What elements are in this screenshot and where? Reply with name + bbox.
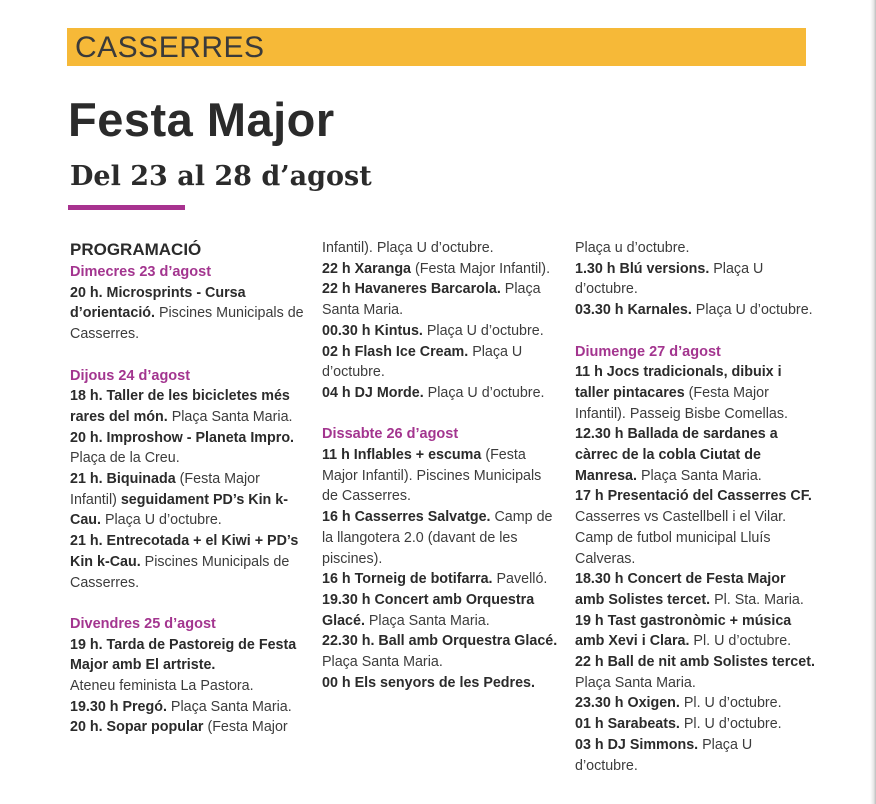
program-column-3	[575, 238, 815, 776]
event-continuation: Infantil). Plaça U d’octubre.	[322, 240, 494, 256]
event-item: 20 h. Improshow - Planeta Impro. Plaça de la Creu.	[70, 429, 295, 467]
day-heading: Dissabte 26 d’agost	[322, 426, 459, 443]
event-item: 19 h Tast gastronòmic + música amb Xevi i Clara. Pl. U d’octubre.	[575, 612, 792, 650]
event-item: 16 h Torneig de botifarra. Pavelló.	[322, 571, 548, 588]
program-column-1	[70, 238, 308, 738]
event-item: 20 h. Sopar popular (Festa Major	[70, 719, 288, 736]
page-edge	[870, 0, 876, 804]
event-item: 23.30 h Oxigen. Pl. U d’octubre.	[575, 695, 782, 712]
day-heading: Dimecres 23 d’agost	[70, 264, 212, 280]
day-heading: Divendres 25 d’agost	[70, 615, 216, 632]
event-item: 03 h DJ Simmons. Plaça U d’octubre.	[575, 736, 753, 774]
event-item: 19.30 h Concert amb Orquestra Glacé. Plaça Santa Maria.	[322, 591, 535, 629]
section-title: PROGRAMACIÓ	[70, 240, 202, 259]
town-name: CASSERRES	[75, 31, 265, 64]
event-item: 22.30 h. Ball amb Orquestra Glacé. Plaça Santa Maria.	[322, 633, 558, 671]
event-item: 22 h Havaneres Barcarola. Plaça Santa Maria.	[322, 281, 541, 319]
event-item: 11 h Inflables + escuma (Festa Major Infantil). Piscines Municipals de Casserres.	[322, 447, 542, 505]
event-item: 21 h. Entrecotada + el Kiwi + PD’s Kin k-Cau. Piscines Municipals de Casserres.	[70, 533, 299, 591]
event-item: 00 h Els senyors de les Pedres.	[322, 674, 535, 691]
day-heading: Diumenge 27 d’agost	[575, 343, 721, 360]
event-item: 21 h. Biquinada (Festa Major Infantil) seguidament PD’s Kin k-Cau. Plaça U d’octubre.	[70, 471, 288, 529]
event-item: 20 h. Microsprints - Cursa d’orientació. Piscines Municipals de Casserres.	[70, 284, 304, 343]
day-heading: Dijous 24 d’agost	[70, 367, 191, 384]
title-underline	[68, 205, 185, 210]
date-range: Del 23 al 28 d’agost	[70, 161, 372, 192]
event-item: 1.30 h Blú versions. Plaça U d’octubre.	[575, 260, 764, 298]
event-item: 03.30 h Karnales. Plaça U d’octubre.	[575, 302, 813, 319]
event-item: 02 h Flash Ice Cream. Plaça U d’octubre.	[322, 343, 523, 381]
town-banner	[67, 28, 806, 66]
program-column-2	[322, 238, 560, 693]
event-item: 16 h Casserres Salvatge. Camp de la llangotera 2.0 (davant de les piscines).	[322, 509, 553, 567]
event-continuation: Plaça u d’octubre.	[575, 240, 690, 256]
event-item: 01 h Sarabeats. Pl. U d’octubre.	[575, 716, 782, 733]
event-item: 11 h Jocs tradicionals, dibuix i taller pintacares (Festa Major Infantil). Passeig Bisbe Comellas.	[575, 364, 788, 422]
page-title: Festa Major	[68, 93, 335, 146]
event-item: 22 h Xaranga (Festa Major Infantil).	[322, 260, 551, 277]
event-item: 18.30 h Concert de Festa Major amb Solistes tercet. Pl. Sta. Maria.	[575, 571, 804, 608]
event-item: 19.30 h Pregó. Plaça Santa Maria.	[70, 698, 292, 715]
event-item: 12.30 h Ballada de sardanes a càrrec de la cobla Ciutat de Manresa. Plaça Santa Maria.	[575, 426, 778, 484]
event-item: 04 h DJ Morde. Plaça U d’octubre.	[322, 384, 545, 401]
event-item: 17 h Presentació del Casserres CF. Casserres vs Castellbell i el Vilar. Camp de futbol municipal Lluís Calveras.	[575, 488, 812, 567]
event-item: 00.30 h Kintus. Plaça U d’octubre.	[322, 322, 544, 339]
event-item: 18 h. Taller de les bicicletes més rares del món. Plaça Santa Maria.	[70, 388, 293, 425]
event-item: 19 h. Tarda de Pastoreig de Festa Major amb El artriste. Ateneu feminista La Pastora.	[70, 636, 297, 695]
event-item: 22 h Ball de nit amb Solistes tercet. Plaça Santa Maria.	[575, 654, 815, 691]
